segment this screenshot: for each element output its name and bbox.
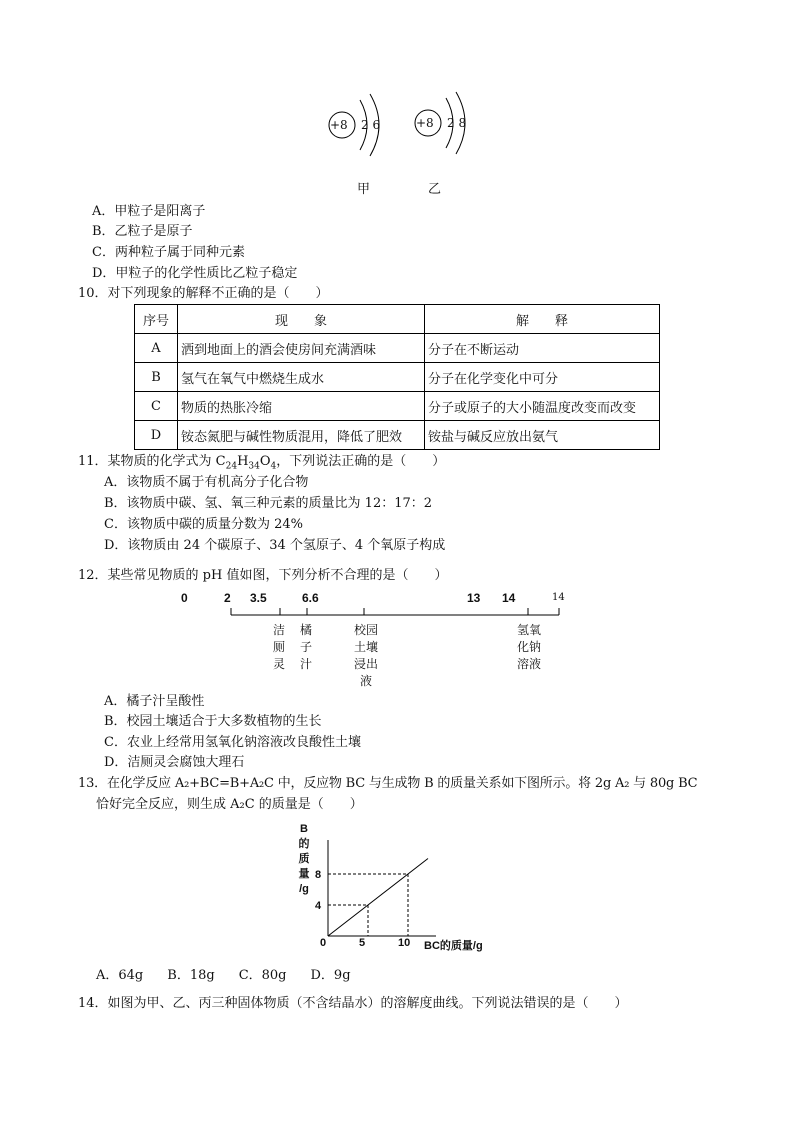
q9-option-a: A．甲粒子是阳离子: [92, 204, 206, 219]
atom-yi-electrons: 2 8: [447, 116, 467, 130]
row-phenomenon: 铵态氮肥与碱性物质混用，降低了肥效: [178, 421, 425, 450]
y-tick-8: 8: [315, 869, 322, 881]
q9-option-c: C．两种粒子属于同种元素: [92, 245, 245, 260]
q13-option-a: A．64g: [96, 968, 144, 983]
row-index: B: [135, 363, 178, 392]
ph-label-naoh-solution: 氢氧化钠溶液: [516, 623, 541, 671]
row-index: A: [135, 334, 178, 363]
q14-stem: 14．如图为甲、乙、丙三种固体物质（不含结晶水）的溶解度曲线。下列说法错误的是（ ）: [78, 996, 628, 1011]
chart-xlabel: BC的质量/g: [424, 940, 483, 952]
ph-axis: [226, 604, 566, 622]
label-yi: 乙: [428, 182, 442, 197]
q13-options: [96, 964, 351, 983]
table-row: [135, 421, 660, 450]
ylabel-char: 量: [298, 868, 310, 880]
q12-option-d: D．洁厕灵会腐蚀大理石: [104, 755, 245, 770]
ph-tick-6-6: 6.6: [302, 591, 319, 605]
table-row: [135, 363, 660, 392]
q13-stem-line2: 恰好完全反应，则生成 A₂C 的质量是（ ）: [96, 797, 363, 812]
q11-sub-o: 4: [270, 461, 277, 472]
header-phenomenon: 现 象: [178, 305, 425, 334]
x-tick-5: 5: [359, 937, 366, 949]
q12-stem: 12．某些常见物质的 pH 值如图，下列分析不合理的是（ ）: [78, 568, 448, 583]
ph-tick-14: 14: [502, 591, 516, 605]
row-explanation: 分子在不断运动: [425, 334, 660, 363]
q12-option-b: B．校园土壤适合于大多数植物的生长: [104, 714, 322, 729]
q11-sub-c: 24: [225, 461, 238, 472]
q11-option-c: C．该物质中碳的质量分数为 24%: [104, 517, 303, 532]
table-header-row: [135, 305, 660, 334]
q12-option-a: A．橘子汁呈酸性: [104, 694, 205, 709]
ylabel-char: 质: [298, 853, 310, 865]
ph-label-soil-extract: 校园土壤浸出液: [353, 623, 378, 688]
q11-stem-pre: 11．某物质的化学式为 C: [78, 454, 226, 469]
q11-o: O: [259, 454, 271, 469]
row-phenomenon: 物质的热胀冷缩: [178, 392, 425, 421]
q11-sub-h: 34: [248, 461, 260, 472]
row-phenomenon: 氢气在氧气中燃烧生成水: [178, 363, 425, 392]
q11-h: H: [237, 454, 249, 469]
header-explanation: 解 释: [425, 305, 660, 334]
ylabel-char: B: [300, 823, 308, 835]
ylabel-char: 的: [298, 838, 310, 850]
row-explanation: 铵盐与碱反应放出氨气: [425, 421, 660, 450]
ph-label-toilet-cleaner: 洁厕灵: [272, 623, 285, 671]
q13-option-b: B．18g: [167, 968, 215, 983]
q13-stem-line1: 13．在化学反应 A₂+BC=B+A₂C 中，反应物 BC 与生成物 B 的质量关系如下图所示。将 2g A₂ 与 80g BC: [78, 776, 698, 791]
ph-tick-end: 14: [552, 592, 565, 603]
atom-jia-electrons: 2 6: [361, 118, 381, 132]
q9-option-b: B．乙粒子是原子: [92, 224, 193, 239]
q11-option-d: D．该物质由 24 个碳原子、34 个氢原子、4 个氧原子构成: [104, 538, 446, 553]
row-phenomenon: 洒到地面上的酒会使房间充满酒味: [178, 334, 425, 363]
atom-yi-nucleus: +8: [416, 116, 434, 130]
ph-tick-0: 0: [181, 591, 188, 605]
q10-table: [134, 304, 660, 450]
ph-tick-13: 13: [467, 591, 481, 605]
ph-tick-2: 2: [224, 591, 231, 605]
row-explanation: 分子在化学变化中可分: [425, 363, 660, 392]
label-jia: 甲: [357, 182, 371, 197]
row-index: D: [135, 421, 178, 450]
chart-ylabel: [297, 822, 311, 897]
table-row: [135, 392, 660, 421]
x-tick-0: 0: [320, 937, 327, 949]
q13-option-c: C．80g: [238, 968, 287, 983]
header-index: 序号: [135, 305, 178, 334]
atom-jia-nucleus: +8: [330, 118, 348, 132]
q11-option-a: A．该物质不属于有机高分子化合物: [104, 475, 309, 490]
table-row: [135, 334, 660, 363]
chart-plot-area: [310, 840, 440, 940]
q11-option-b: B．该物质中碳、氢、氧三种元素的质量比为 12：17：2: [104, 496, 433, 511]
ph-label-orange-juice: 橘子汁: [299, 623, 312, 671]
q10-stem: 10．对下列现象的解释不正确的是（ ）: [78, 286, 329, 301]
q12-option-c: C．农业上经常用氢氧化钠溶液改良酸性土壤: [104, 735, 361, 750]
ylabel-char: /g: [299, 883, 309, 895]
q11-stem: [78, 454, 445, 475]
x-tick-10: 10: [398, 937, 411, 949]
chart-series-line: [328, 859, 428, 937]
q9-option-d: D．甲粒子的化学性质比乙粒子稳定: [92, 266, 298, 281]
q11-stem-post: ，下列说法正确的是（ ）: [276, 454, 446, 469]
y-tick-4: 4: [315, 900, 322, 912]
row-index: C: [135, 392, 178, 421]
q13-option-d: D．9g: [310, 968, 351, 983]
ph-tick-3-5: 3.5: [250, 591, 267, 605]
row-explanation: 分子或原子的大小随温度改变而改变: [425, 392, 660, 421]
